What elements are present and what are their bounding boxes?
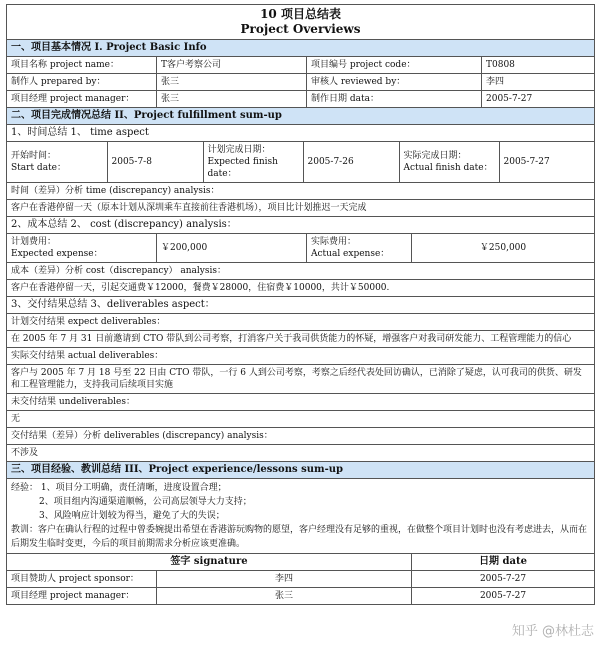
title-row: [7, 5, 595, 40]
deliverables-discrepancy-text: 不涉及: [7, 445, 595, 462]
experience-block: [7, 479, 595, 554]
project-manager-label: 项目经理 project manager：: [7, 91, 157, 108]
watermark-text: 知乎 @林杜志: [511, 624, 594, 639]
time-analysis-label: 时间（差异）分析 time (discrepancy) analysis：: [7, 183, 595, 200]
undeliverables-label: 未交付结果 undeliverables：: [7, 394, 595, 411]
prepared-by-label: 制作人 prepared by：: [7, 74, 157, 91]
experience-item: 2、项目组内沟通渠道顺畅，公司高层领导大力支持；: [39, 497, 252, 507]
expected-finish-label: 计划完成日期： Expected finish date：: [203, 142, 303, 182]
expected-expense-label: 计划费用： Expected expense：: [7, 234, 157, 263]
date-header: 日期 date: [412, 554, 595, 571]
signature-header-row: [7, 554, 595, 571]
project-name-value: T客户考察公司: [157, 57, 307, 74]
expected-deliverables-text: 在 2005 年 7 月 31 日前邀请到 CTO 带队到公司考察，打消客户关于我司供货能力的怀疑，增强客户对我司研发能力、工程管理能力的信心: [7, 331, 595, 348]
prepared-by-value: 张三: [157, 74, 307, 91]
sponsor-date: 2005-7-27: [412, 571, 595, 588]
overview-table: [6, 4, 595, 605]
page-title: [7, 5, 595, 40]
actual-finish-value: 2005-7-27: [499, 142, 595, 182]
title-line-en: Project Overviews: [240, 22, 361, 36]
cost-analysis-label: 成本（差异）分析 cost（discrepancy） analysis：: [7, 263, 595, 280]
made-date-value: 2005-7-27: [482, 91, 595, 108]
basic-info-row: [7, 91, 595, 108]
expected-expense-value: ￥200,000: [157, 234, 307, 263]
actual-deliverables-text: 客户与 2005 年 7 月 18 号至 22 日由 CTO 带队，一行 6 人到公司考察，考察之后经代表处回访确认，已消除了疑虑，认可我司的供货、研发和工程管理能力，支持我司后续项目实施: [7, 365, 595, 394]
reviewed-by-label: 审核人 reviewed by：: [307, 74, 482, 91]
time-heading: 1、时间总结 1、 time aspect: [7, 125, 595, 142]
sponsor-label: 项目赞助人 project sponsor：: [7, 571, 157, 588]
deliverables-heading: 3、交付结果总结 3、deliverables aspect：: [7, 297, 595, 314]
signature-row: [7, 588, 595, 605]
project-overview-document: [6, 4, 594, 605]
experience-item: 3、风险响应计划较为得当，避免了大的失误；: [39, 511, 225, 521]
signature-row: [7, 571, 595, 588]
actual-finish-label: 实际完成日期： Actual finish date：: [399, 142, 499, 182]
cost-row: [7, 234, 595, 263]
manager-sign-date: 2005-7-27: [412, 588, 595, 605]
actual-expense-value: ￥250,000: [412, 234, 595, 263]
basic-info-row: [7, 74, 595, 91]
reviewed-by-value: 李四: [482, 74, 595, 91]
section1-heading: 一、项目基本情况 I. Project Basic Info: [7, 40, 595, 57]
deliverables-discrepancy-label: 交付结果（差异）分析 deliverables (discrepancy) analysis：: [7, 428, 595, 445]
signature-header: 签字 signature: [7, 554, 412, 571]
experience-item: 1、项目分工明确，责任清晰，进度设置合理；: [40, 483, 227, 493]
project-name-label: 项目名称 project name：: [7, 57, 157, 74]
section3-heading: 三、项目经验、教训总结 III、Project experience/lessons sum-up: [7, 462, 595, 479]
cost-analysis-text: 客户在香港停留一天，引起交通费￥12000，餐费￥28000，住宿费￥10000，共计￥50000.: [7, 280, 595, 297]
section2-heading: 二、项目完成情况总结 II、Project fulfillment sum-up: [7, 108, 595, 125]
expected-finish-value: 2005-7-26: [303, 142, 399, 182]
lesson-text: 教训：客户在确认行程的过程中曾委婉提出希望在香港游玩购物的愿望，客户经理没有足够的重视，在做整个项目计划时也没有考虑进去，从而在后期发生临时变更，今后的项目前期需求分析应该更准确。: [11, 525, 588, 549]
project-code-label: 项目编号 project code：: [307, 57, 482, 74]
basic-info-row: [7, 57, 595, 74]
actual-expense-label: 实际费用： Actual expense：: [307, 234, 412, 263]
manager-sign-label: 项目经理 project manager：: [7, 588, 157, 605]
start-date-value: 2005-7-8: [107, 142, 203, 182]
sponsor-name: 李四: [157, 571, 412, 588]
time-row: [7, 142, 595, 183]
expected-deliverables-label: 计划交付结果 expect deliverables：: [7, 314, 595, 331]
title-line-cn: 10 项目总结表: [260, 7, 341, 21]
project-code-value: T0808: [482, 57, 595, 74]
manager-sign-name: 张三: [157, 588, 412, 605]
project-manager-value: 张三: [157, 91, 307, 108]
start-date-label: 开始时间： Start date：: [7, 142, 107, 182]
made-date-label: 制作日期 data：: [307, 91, 482, 108]
actual-deliverables-label: 实际交付结果 actual deliverables：: [7, 348, 595, 365]
undeliverables-text: 无: [7, 411, 595, 428]
cost-heading: 2、成本总结 2、 cost (discrepancy) analysis：: [7, 217, 595, 234]
time-analysis-text: 客户在香港停留一天（原本计划从深圳乘车直接前往香港机场），项目比计划推迟一天完成: [7, 200, 595, 217]
experience-label: 经验：: [11, 483, 39, 493]
